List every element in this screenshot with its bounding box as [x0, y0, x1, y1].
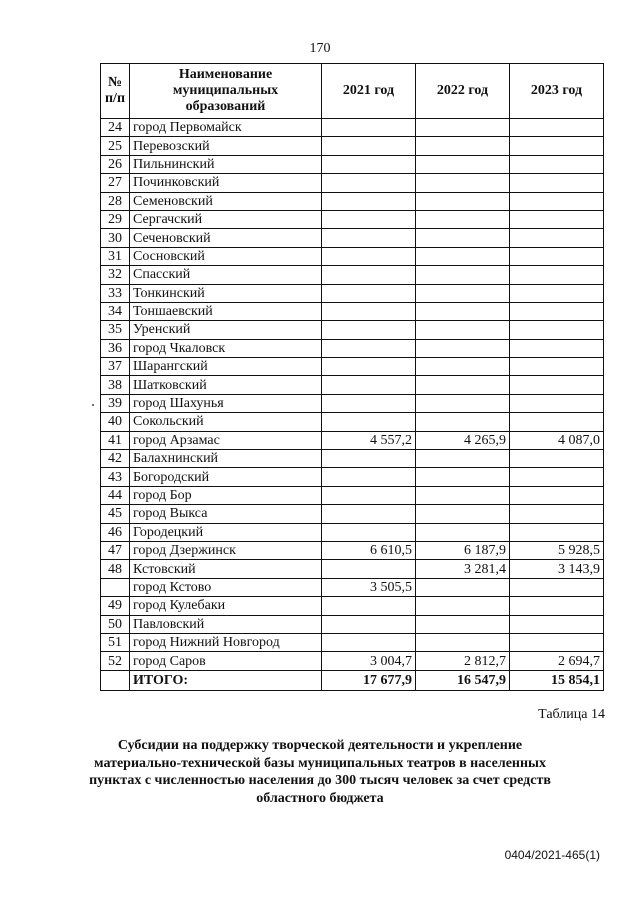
row-value-2022 — [416, 302, 510, 320]
row-value-2021 — [322, 450, 416, 468]
row-value-2022 — [416, 192, 510, 210]
row-value-2022 — [416, 523, 510, 541]
row-value-2021 — [322, 192, 416, 210]
row-name: Тоншаевский — [130, 302, 322, 320]
row-value-2023 — [510, 210, 604, 228]
row-value-2023 — [510, 339, 604, 357]
row-num: 34 — [101, 302, 130, 320]
row-value-2021: 4 557,2 — [322, 431, 416, 449]
row-value-2023 — [510, 302, 604, 320]
table-row — [101, 210, 604, 228]
row-value-2021 — [322, 266, 416, 284]
row-value-2023: 4 087,0 — [510, 431, 604, 449]
row-value-2021 — [322, 119, 416, 137]
row-num: 51 — [101, 633, 130, 651]
row-value-2021 — [322, 560, 416, 578]
row-num: 37 — [101, 358, 130, 376]
row-num: 24 — [101, 119, 130, 137]
row-num: 46 — [101, 523, 130, 541]
row-num — [101, 578, 130, 596]
row-value-2022 — [416, 450, 510, 468]
row-value-2021 — [322, 486, 416, 504]
row-value-2022 — [416, 266, 510, 284]
row-value-2023 — [510, 376, 604, 394]
row-num: 39 — [101, 394, 130, 412]
row-num: 49 — [101, 597, 130, 615]
row-value-2023 — [510, 468, 604, 486]
row-name: город Шахунья — [130, 394, 322, 412]
row-value-2023 — [510, 229, 604, 247]
row-name: город Чкаловск — [130, 339, 322, 357]
row-name: город Кулебаки — [130, 597, 322, 615]
table-row — [101, 505, 604, 523]
table-row — [101, 394, 604, 412]
header-num: № п/п — [101, 64, 130, 119]
row-value-2023 — [510, 192, 604, 210]
row-value-2023 — [510, 247, 604, 265]
row-num: 48 — [101, 560, 130, 578]
row-value-2022 — [416, 413, 510, 431]
row-value-2021 — [322, 137, 416, 155]
row-num: 45 — [101, 505, 130, 523]
row-value-2021 — [322, 210, 416, 228]
row-name: город Кстово — [130, 578, 322, 596]
row-value-2023 — [510, 486, 604, 504]
row-value-2022 — [416, 174, 510, 192]
table-label: Таблица 14 — [538, 707, 605, 722]
table-row — [101, 652, 604, 670]
row-value-2023 — [510, 174, 604, 192]
row-num: 31 — [101, 247, 130, 265]
row-num: 27 — [101, 174, 130, 192]
row-value-2022 — [416, 615, 510, 633]
row-value-2021 — [322, 302, 416, 320]
table-row — [101, 541, 604, 559]
table-row — [101, 229, 604, 247]
row-name: Починковский — [130, 174, 322, 192]
row-value-2023 — [510, 155, 604, 173]
row-value-2021 — [322, 155, 416, 173]
row-num: 35 — [101, 321, 130, 339]
row-value-2022 — [416, 505, 510, 523]
header-2021: 2021 год — [322, 64, 416, 119]
table-body — [101, 119, 604, 671]
row-value-2021 — [322, 523, 416, 541]
row-value-2023 — [510, 450, 604, 468]
row-num: 26 — [101, 155, 130, 173]
row-value-2022 — [416, 468, 510, 486]
row-value-2023 — [510, 266, 604, 284]
row-value-2021 — [322, 376, 416, 394]
table-header-row — [101, 64, 604, 119]
row-value-2021 — [322, 339, 416, 357]
table-row — [101, 174, 604, 192]
row-name: город Бор — [130, 486, 322, 504]
table-row — [101, 615, 604, 633]
row-value-2023: 2 694,7 — [510, 652, 604, 670]
row-value-2023 — [510, 505, 604, 523]
table-row — [101, 523, 604, 541]
table-row — [101, 284, 604, 302]
row-name: город Первомайск — [130, 119, 322, 137]
total-row — [101, 670, 604, 690]
row-value-2022: 2 812,7 — [416, 652, 510, 670]
row-name: город Саров — [130, 652, 322, 670]
total-num — [101, 670, 130, 690]
row-name: Семеновский — [130, 192, 322, 210]
table-row — [101, 578, 604, 596]
table-row — [101, 321, 604, 339]
table-title: Субсидии на поддержку творческой деятельности и укрепление материально-технической базы муниципальных театров в населенных пунктах с численностью населения до 300 тысяч человек за счет средств областного бюджета — [89, 738, 551, 806]
row-num: 28 — [101, 192, 130, 210]
table-row — [101, 468, 604, 486]
row-value-2021 — [322, 597, 416, 615]
row-value-2023 — [510, 413, 604, 431]
row-name: Шарангский — [130, 358, 322, 376]
row-value-2022 — [416, 155, 510, 173]
row-value-2022 — [416, 578, 510, 596]
row-value-2022: 4 265,9 — [416, 431, 510, 449]
row-value-2023 — [510, 578, 604, 596]
row-value-2021 — [322, 505, 416, 523]
row-value-2021 — [322, 284, 416, 302]
total-2021: 17 677,9 — [322, 670, 416, 690]
row-num: 42 — [101, 450, 130, 468]
row-name: Городецкий — [130, 523, 322, 541]
row-value-2022 — [416, 247, 510, 265]
row-value-2023 — [510, 119, 604, 137]
row-num: 25 — [101, 137, 130, 155]
table-row — [101, 597, 604, 615]
scan-speck — [92, 404, 94, 406]
row-num: 47 — [101, 541, 130, 559]
row-name: город Выкса — [130, 505, 322, 523]
table-row — [101, 302, 604, 320]
row-name: Сокольский — [130, 413, 322, 431]
row-value-2021 — [322, 615, 416, 633]
row-value-2021 — [322, 247, 416, 265]
row-name: город Дзержинск — [130, 541, 322, 559]
total-2023: 15 854,1 — [510, 670, 604, 690]
row-value-2022 — [416, 633, 510, 651]
row-name: город Арзамас — [130, 431, 322, 449]
header-2023: 2023 год — [510, 64, 604, 119]
row-value-2021 — [322, 394, 416, 412]
row-value-2022 — [416, 119, 510, 137]
row-value-2023 — [510, 597, 604, 615]
row-num: 38 — [101, 376, 130, 394]
row-value-2023 — [510, 358, 604, 376]
row-name: Сосновский — [130, 247, 322, 265]
row-name: Сеченовский — [130, 229, 322, 247]
page-number: 170 — [309, 41, 331, 56]
row-value-2021: 3 505,5 — [322, 578, 416, 596]
table-row — [101, 192, 604, 210]
row-value-2023: 5 928,5 — [510, 541, 604, 559]
row-value-2022 — [416, 229, 510, 247]
table-row — [101, 155, 604, 173]
row-name: Шатковский — [130, 376, 322, 394]
row-value-2023 — [510, 321, 604, 339]
total-2022: 16 547,9 — [416, 670, 510, 690]
row-num: 33 — [101, 284, 130, 302]
row-num: 41 — [101, 431, 130, 449]
row-value-2023 — [510, 137, 604, 155]
table-row — [101, 450, 604, 468]
header-name: Наименование муниципальных образований — [130, 64, 322, 119]
row-value-2022 — [416, 358, 510, 376]
row-value-2023 — [510, 394, 604, 412]
table-row — [101, 247, 604, 265]
table-row — [101, 413, 604, 431]
row-value-2023 — [510, 523, 604, 541]
row-name: Пильнинский — [130, 155, 322, 173]
row-value-2021: 3 004,7 — [322, 652, 416, 670]
row-num: 43 — [101, 468, 130, 486]
row-value-2023 — [510, 284, 604, 302]
row-name: город Нижний Новгород — [130, 633, 322, 651]
row-value-2022 — [416, 597, 510, 615]
table-row — [101, 266, 604, 284]
row-num: 30 — [101, 229, 130, 247]
row-name: Балахнинский — [130, 450, 322, 468]
total-label: ИТОГО: — [130, 670, 322, 690]
table-row — [101, 486, 604, 504]
row-name: Уренский — [130, 321, 322, 339]
row-value-2021 — [322, 358, 416, 376]
row-name: Тонкинский — [130, 284, 322, 302]
row-value-2021 — [322, 321, 416, 339]
row-num: 36 — [101, 339, 130, 357]
row-num: 40 — [101, 413, 130, 431]
row-value-2023 — [510, 615, 604, 633]
row-value-2022 — [416, 376, 510, 394]
table-row — [101, 376, 604, 394]
row-name: Кстовский — [130, 560, 322, 578]
row-value-2023 — [510, 633, 604, 651]
row-value-2023: 3 143,9 — [510, 560, 604, 578]
table-row — [101, 119, 604, 137]
table-row — [101, 339, 604, 357]
row-value-2022 — [416, 210, 510, 228]
table-row — [101, 633, 604, 651]
subsidies-table — [100, 63, 604, 691]
table-row — [101, 137, 604, 155]
row-value-2022 — [416, 486, 510, 504]
row-value-2021 — [322, 633, 416, 651]
row-value-2021: 6 610,5 — [322, 541, 416, 559]
row-name: Павловский — [130, 615, 322, 633]
row-num: 52 — [101, 652, 130, 670]
row-value-2021 — [322, 174, 416, 192]
row-value-2021 — [322, 413, 416, 431]
row-value-2021 — [322, 229, 416, 247]
row-value-2022 — [416, 137, 510, 155]
row-value-2022 — [416, 339, 510, 357]
row-value-2022 — [416, 284, 510, 302]
table-row — [101, 560, 604, 578]
row-name: Сергачский — [130, 210, 322, 228]
row-name: Перевозский — [130, 137, 322, 155]
row-num: 44 — [101, 486, 130, 504]
table-row — [101, 431, 604, 449]
row-num: 50 — [101, 615, 130, 633]
row-value-2021 — [322, 468, 416, 486]
row-num: 29 — [101, 210, 130, 228]
row-value-2022 — [416, 394, 510, 412]
row-num: 32 — [101, 266, 130, 284]
row-value-2022: 3 281,4 — [416, 560, 510, 578]
table-row — [101, 358, 604, 376]
header-2022: 2022 год — [416, 64, 510, 119]
row-name: Богородский — [130, 468, 322, 486]
row-value-2022: 6 187,9 — [416, 541, 510, 559]
row-name: Спасский — [130, 266, 322, 284]
document-code: 0404/2021-465(1) — [504, 848, 600, 862]
row-value-2022 — [416, 321, 510, 339]
